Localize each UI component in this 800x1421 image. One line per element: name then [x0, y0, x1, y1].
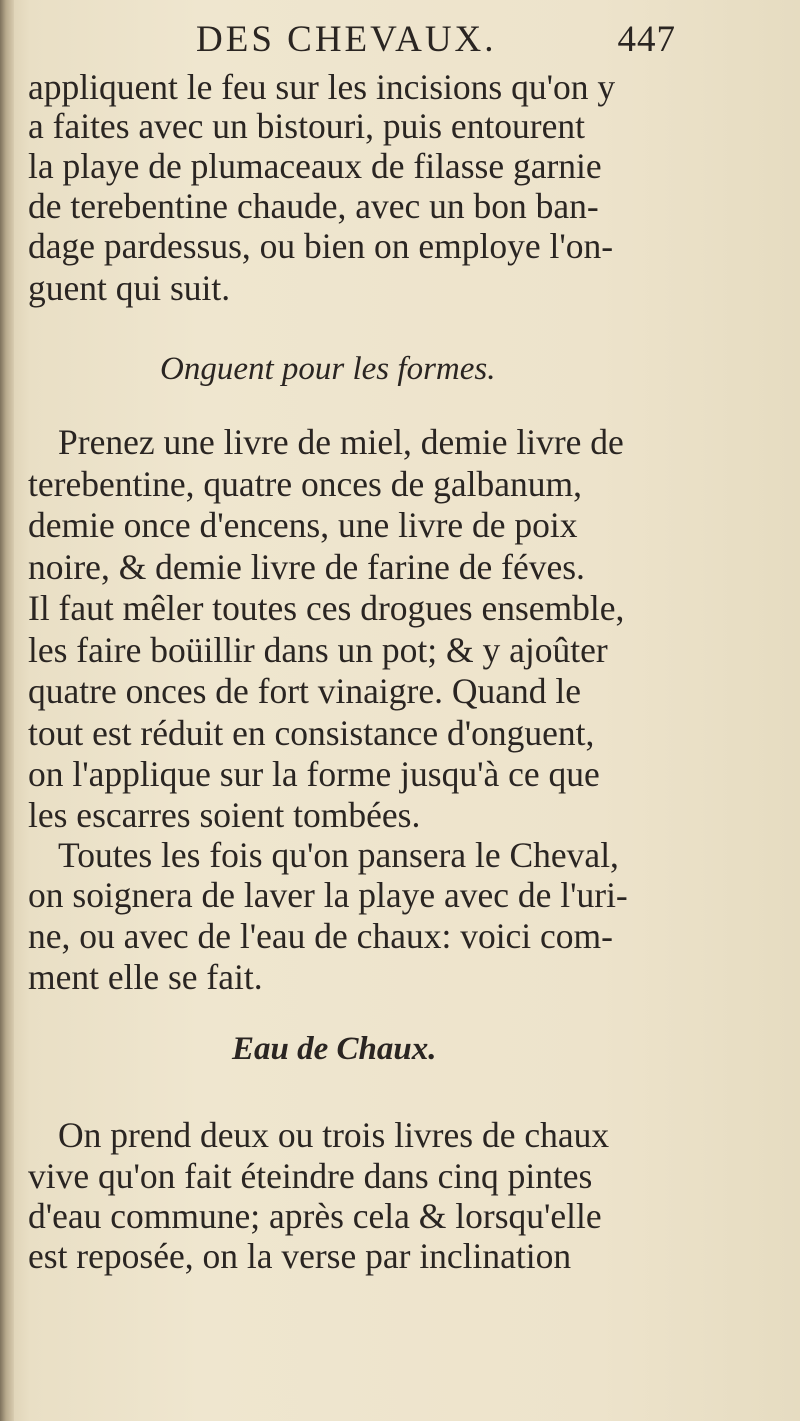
- text-line: terebentine, quatre onces de galbanum,: [28, 464, 582, 504]
- page-header: [196, 18, 676, 64]
- text-line: tout est réduit en consistance d'onguent,: [28, 713, 595, 753]
- text-line: les faire boüillir dans un pot; & y ajoûter: [28, 630, 608, 670]
- page-number: 447: [617, 19, 676, 60]
- text-line: les escarres soient tombées.: [28, 795, 421, 835]
- text-line: quatre onces de fort vinaigre. Quand le: [28, 671, 581, 711]
- text-line: on soignera de laver la playe avec de l'uri-: [28, 875, 628, 915]
- section-heading-onguent: Onguent pour les formes.: [160, 351, 496, 387]
- text-line: d'eau commune; après cela & lorsqu'elle: [28, 1196, 602, 1236]
- text-line: a faites avec un bistouri, puis entourent: [28, 106, 585, 146]
- text-line: guent qui suit.: [28, 268, 231, 308]
- text-line: ne, ou avec de l'eau de chaux: voici com-: [28, 916, 613, 956]
- text-line: vive qu'on fait éteindre dans cinq pintes: [28, 1156, 593, 1196]
- section-heading-eau-de-chaux: Eau de Chaux.: [232, 1031, 437, 1067]
- text-line: appliquent le feu sur les incisions qu'on y: [28, 67, 616, 107]
- binding-gutter: [0, 0, 14, 1421]
- text-line: dage pardessus, ou bien on employe l'on-: [28, 226, 614, 266]
- text-line: On prend deux ou trois livres de chaux: [58, 1115, 610, 1155]
- text-line: demie once d'encens, une livre de poix: [28, 505, 578, 545]
- text-line: on l'applique sur la forme jusqu'à ce que: [28, 754, 600, 794]
- text-line: ment elle se fait.: [28, 957, 263, 997]
- running-title: DES CHEVAUX.: [196, 19, 497, 60]
- text-line: Il faut mêler toutes ces drogues ensemble,: [28, 588, 625, 628]
- text-line: est reposée, on la verse par inclination: [28, 1236, 572, 1276]
- text-line: la playe de plumaceaux de filasse garnie: [28, 146, 602, 186]
- text-line: Prenez une livre de miel, demie livre de: [58, 422, 624, 462]
- text-line: noire, & demie livre de farine de féves.: [28, 547, 585, 587]
- text-line: Toutes les fois qu'on pansera le Cheval,: [58, 835, 619, 875]
- text-line: de terebentine chaude, avec un bon ban-: [28, 186, 599, 226]
